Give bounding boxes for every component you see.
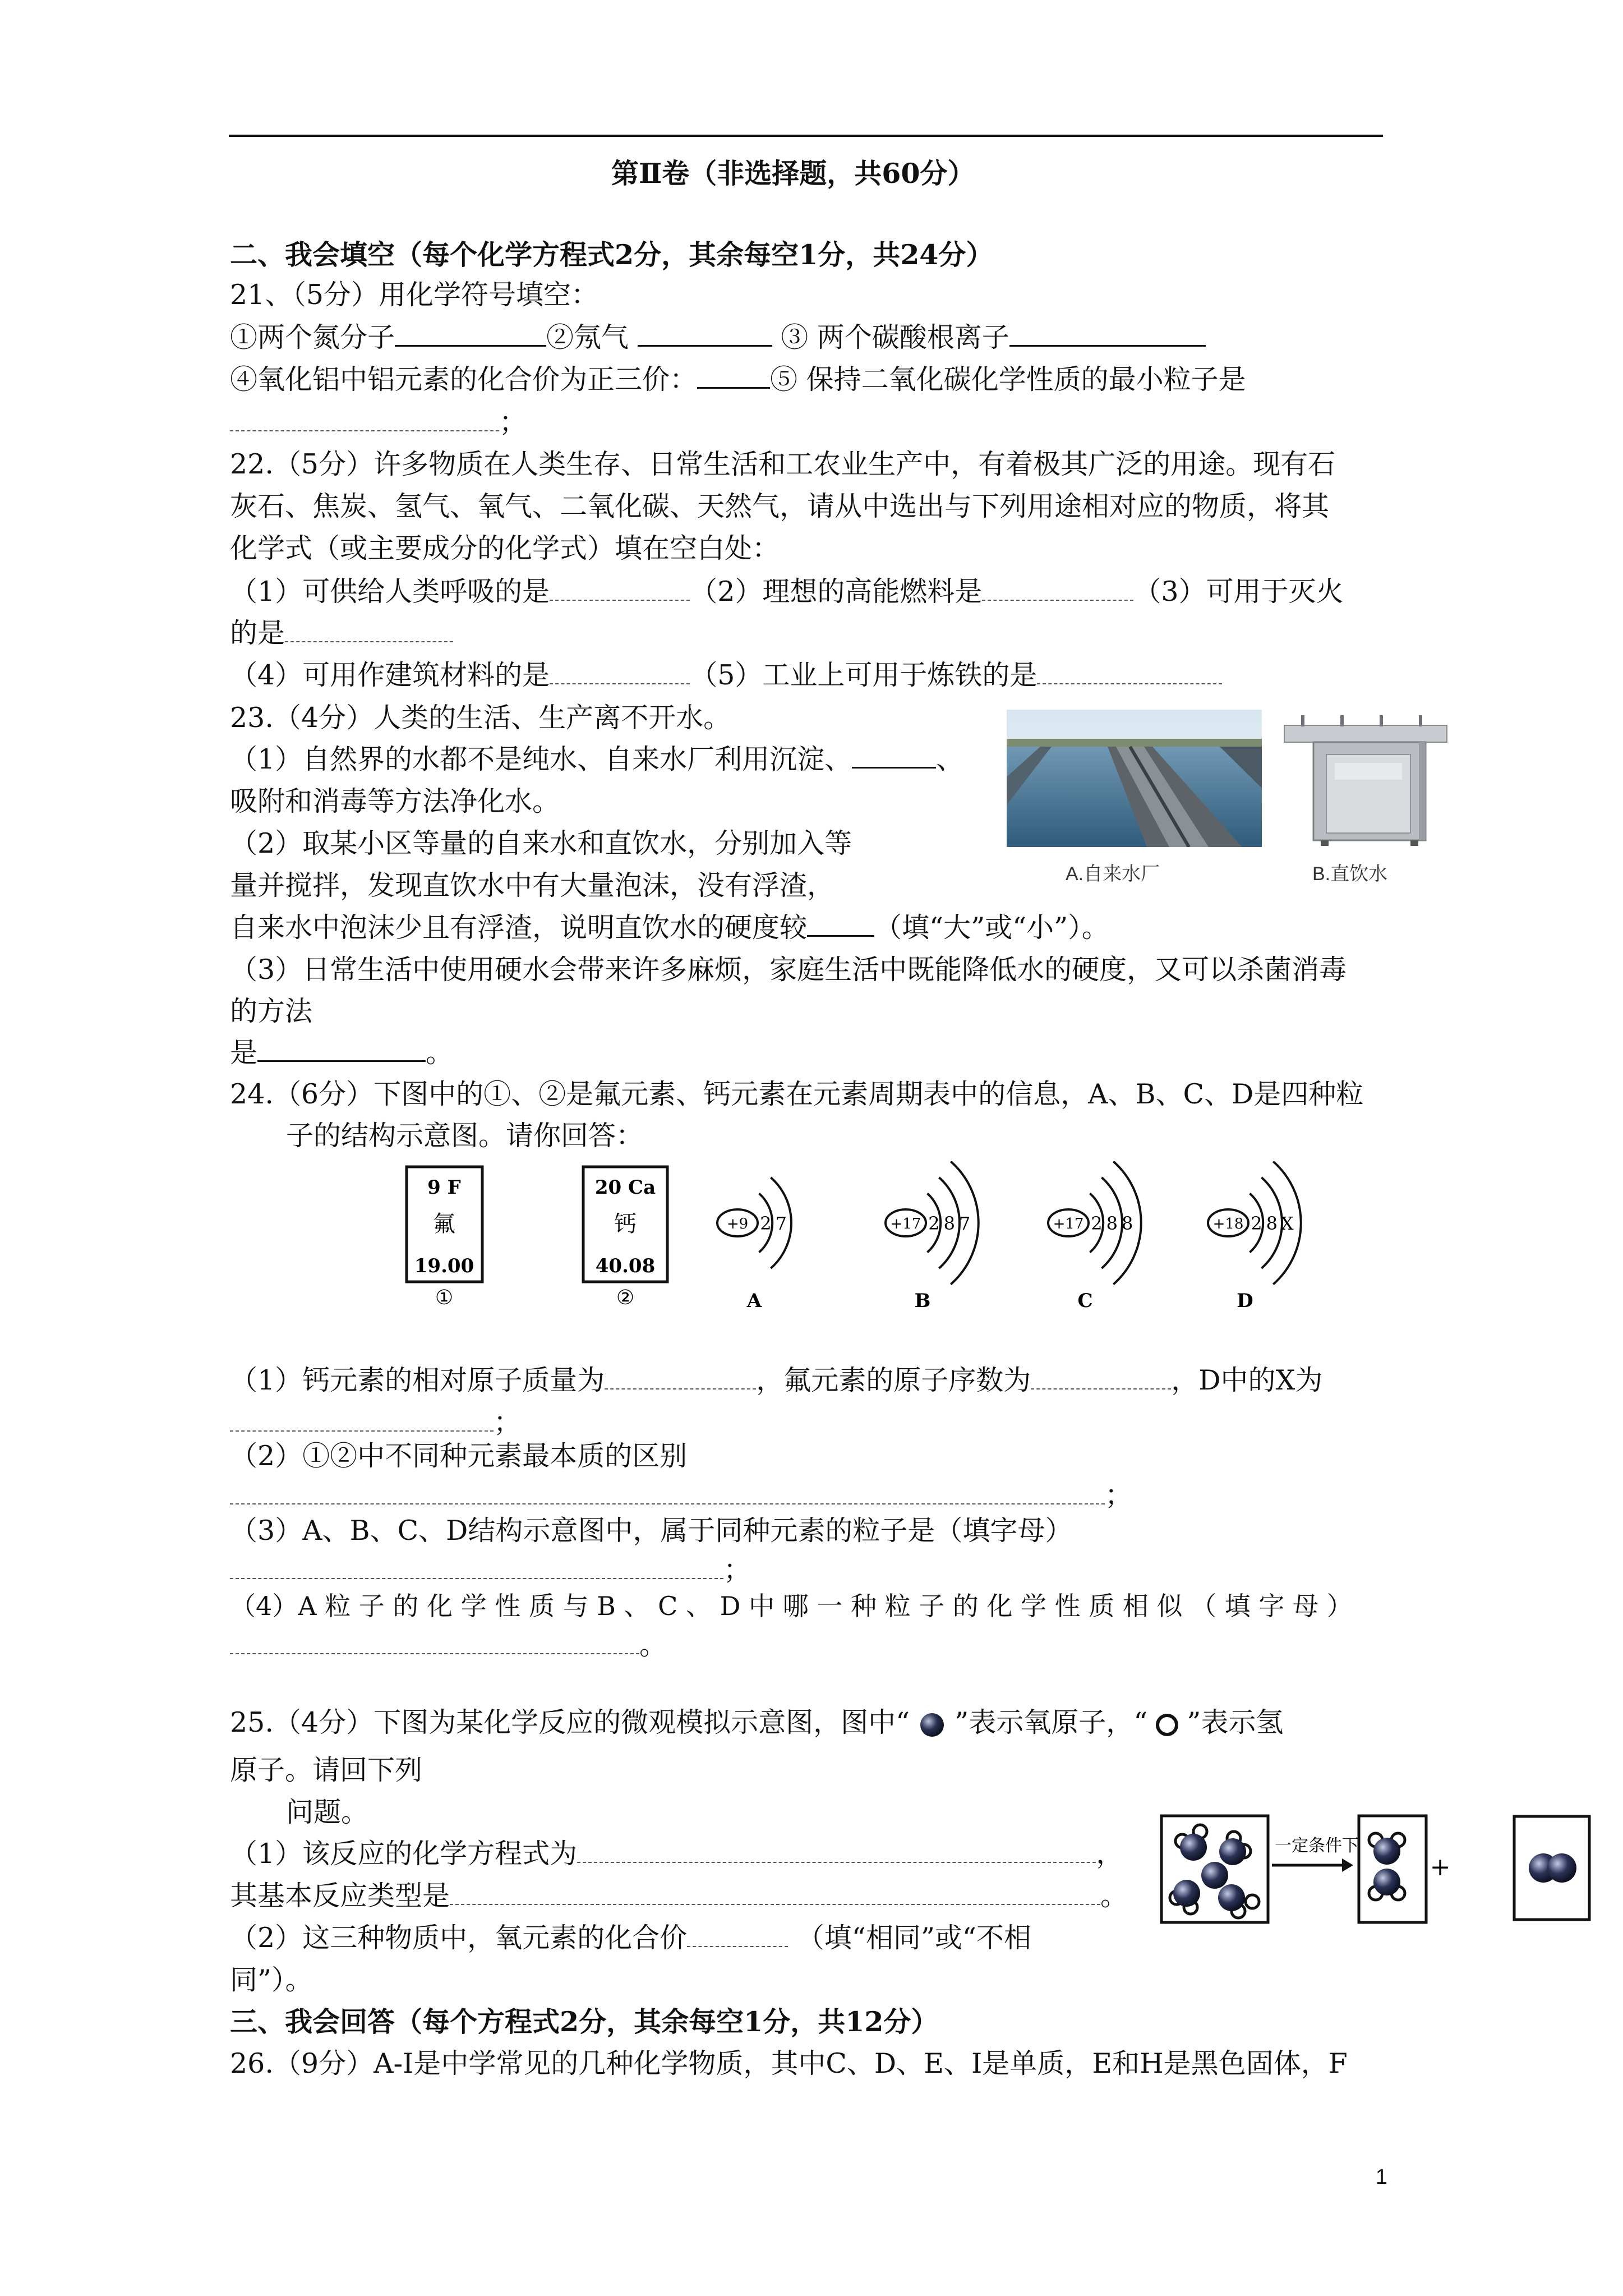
answer-blank[interactable]: [1009, 321, 1206, 347]
answer-blank[interactable]: [550, 660, 690, 684]
element-card-fluorine: [407, 1167, 482, 1309]
electron-count-label: 8: [1121, 1213, 1133, 1234]
q25-p2-line: [230, 1921, 1031, 1955]
q25-p1-cont: [230, 1879, 1128, 1913]
q25-p1d: 。: [1100, 1880, 1128, 1912]
answer-blank[interactable]: [230, 1480, 1105, 1504]
oxygen-atom-icon: [910, 1711, 955, 1739]
answer-blank[interactable]: [257, 1037, 426, 1062]
q21-end: ；: [499, 406, 527, 438]
card-fluorine-label: ①: [435, 1286, 454, 1309]
card-fluorine-number-symbol: 9 F: [427, 1176, 461, 1199]
q23-line2: 吸附和消毒等方法净化水。: [230, 785, 560, 817]
q24-p4-line: （4）A 粒 子 的 化 学 性 质 与 B 、 C 、 D 中 哪 一 种 粒 子 的 化 学 性 质 相 似 （ 填 字 母 ）: [230, 1591, 1353, 1621]
answer-blank[interactable]: [285, 618, 453, 642]
q26-line1: 26.（9分）A-I是中学常见的几种化学物质，其中C、D、E、I是单质，E和H是黑色固体，F: [230, 2047, 1348, 2079]
q21-item3: ③ 两个碳酸根离子: [781, 321, 1009, 353]
page-number: 1: [1375, 2165, 1387, 2189]
atom-label: A: [746, 1290, 762, 1312]
q23-line6: （3）日常生活中使用硬水会带来许多麻烦，家庭生活中既能降低水的硬度，又可以杀菌消毒: [230, 954, 1347, 986]
q22-line3: 化学式（或主要成分的化学式）填在空白处：: [230, 532, 780, 564]
q24-p2end: ；: [1105, 1479, 1133, 1511]
q22-p2: （2）理想的高能燃料是: [690, 576, 983, 608]
electron-count-label: 2: [928, 1213, 940, 1234]
q21-item1: ①两个氮分子: [230, 321, 395, 353]
answer-blank[interactable]: [982, 576, 1133, 601]
q23-p3c: 是: [230, 1037, 258, 1069]
electron-count-label: 7: [775, 1213, 787, 1234]
q23-line1: [230, 742, 963, 777]
q25-p1c: 其基本反应类型是: [230, 1880, 450, 1912]
q23-p3d: 。: [426, 1037, 454, 1069]
q25-line2: 原子。请回下列: [230, 1754, 423, 1786]
card-calcium-number-symbol: 20 Ca: [594, 1176, 656, 1199]
q24-p1c: ，D中的X为: [1171, 1364, 1323, 1396]
answer-blank[interactable]: [1037, 660, 1222, 684]
q25-p2b: （填“相同”或“不相: [796, 1922, 1031, 1954]
part2-title: 二、我会填空（每个化学方程式2分，其余每空1分，共24分）: [230, 238, 994, 271]
answer-blank[interactable]: [1031, 1365, 1171, 1389]
q21-item4: ④氧化铝中铝元素的化合价为正三价：: [230, 364, 698, 395]
reaction-product-oxygen: [1513, 1815, 1591, 1921]
electron-count-label: 8: [1106, 1213, 1118, 1234]
atom-label: C: [1077, 1290, 1093, 1312]
q22-line2: 灰石、焦炭、氢气、氧气、二氧化碳、天然气，请从中选出与下列用途相对应的物质，将其: [230, 490, 1330, 522]
q24-p3end: ；: [723, 1554, 751, 1586]
q23-p2d: （填“大”或“小”）。: [874, 912, 1109, 944]
q24-p4end: 。: [639, 1629, 667, 1661]
q24-figure: [401, 1161, 1394, 1318]
q24-p1b: ，氟元素的原子序数为: [756, 1364, 1031, 1396]
electron-count-label: X: [1280, 1213, 1294, 1234]
q25-line1c: ”表示氢: [1187, 1706, 1284, 1738]
answer-blank[interactable]: [852, 743, 936, 769]
q24-line1: 24.（6分）下图中的①、②是氟元素、钙元素在元素周期表中的信息，A、B、C、D是四种粒: [230, 1078, 1364, 1110]
part3-title: 三、我会回答（每个方程式2分，其余每空1分，共12分）: [230, 2005, 939, 2038]
q23-p1b: 、: [936, 743, 964, 775]
section-title: 第Ⅱ卷（非选择题，共60分）: [611, 157, 975, 190]
q24-p4-cont: [230, 1628, 667, 1663]
q24-p1-cont: [230, 1405, 521, 1440]
answer-blank[interactable]: [605, 1365, 756, 1389]
answer-blank[interactable]: [230, 1630, 639, 1654]
answer-blank[interactable]: [230, 1554, 723, 1579]
q23-line4: 量并搅拌，发现直饮水中有大量泡沫，没有浮渣，: [230, 869, 835, 901]
electron-count-label: 8: [943, 1213, 955, 1234]
q23-line5: [230, 910, 1109, 945]
card-calcium-label: ②: [616, 1286, 635, 1309]
q25-line1b: ”表示氧原子，“: [955, 1706, 1148, 1738]
q24-p3-line: （3）A、B、C、D结构示意图中，属于同种元素的粒子是（填字母）: [230, 1515, 1073, 1547]
q25-p1-line: [230, 1837, 1123, 1871]
q25-p2a: （2）这三种物质中，氧元素的化合价: [230, 1922, 688, 1954]
card-fluorine-mass: 19.00: [414, 1255, 474, 1277]
q25-p1a: （1）该反应的化学方程式为: [230, 1838, 578, 1870]
q22-line5: [230, 616, 453, 651]
q24-p1end: ；: [494, 1406, 522, 1438]
q24-p2-line: （2）①②中不同种元素最本质的区别: [230, 1440, 688, 1472]
q21-line2: [230, 362, 1246, 397]
q22-line4: [230, 574, 1344, 609]
answer-blank[interactable]: [450, 1880, 1100, 1905]
answer-blank[interactable]: [638, 321, 772, 347]
q23-line3: （2）取某小区等量的自来水和直饮水，分别加入等: [230, 827, 852, 859]
q21-item5: ⑤ 保持二氧化碳化学性质的最小粒子是: [770, 364, 1246, 395]
q24-p1a: （1）钙元素的相对原子质量为: [230, 1364, 605, 1396]
drinking-fountain-photo: [1279, 710, 1453, 850]
q24-p1-line: [230, 1363, 1322, 1398]
element-card-calcium: [583, 1167, 667, 1309]
q24-line2: 子的结构示意图。请你回答：: [286, 1120, 644, 1152]
q24-p2-cont: [230, 1478, 1132, 1513]
reaction-figure: [1160, 1809, 1463, 1930]
q21-stem: 21、（5分）用化学符号填空：: [230, 279, 599, 311]
caption-a: A.自来水厂: [1066, 863, 1160, 885]
caption-b: B.直饮水: [1312, 863, 1388, 885]
atom-diagram-d: [1208, 1162, 1301, 1313]
nucleus-charge-label: +18: [1212, 1216, 1244, 1232]
answer-blank[interactable]: [230, 407, 499, 431]
q23-p2c: 自来水中泡沫少且有浮渣，说明直饮水的硬度较: [230, 912, 808, 944]
q23-stem: 23.（4分）人类的生活、生产离不开水。: [230, 702, 731, 734]
reaction-condition-label: 一定条件下: [1275, 1836, 1359, 1856]
q22-line6: [230, 658, 1222, 693]
q22-p5: （5）工业上可用于炼铁的是: [690, 659, 1038, 691]
answer-blank[interactable]: [550, 576, 690, 601]
card-calcium-name: 钙: [614, 1211, 637, 1237]
electron-count-label: 2: [1091, 1213, 1103, 1234]
q25-p2-cont: 同”）。: [230, 1964, 313, 1996]
nucleus-charge-label: +17: [1053, 1216, 1084, 1232]
answer-blank[interactable]: [395, 321, 546, 347]
q23-p1a: （1）自然界的水都不是纯水、自来水厂利用沉淀、: [230, 743, 852, 775]
waterworks-photo: [1007, 710, 1262, 847]
q23-line8: [230, 1036, 453, 1070]
q22-p3b: 的是: [230, 617, 285, 649]
atom-label: B: [914, 1290, 931, 1312]
q25-p1b: ，: [1096, 1838, 1124, 1870]
q21-item2: ②氖气: [546, 321, 629, 353]
answer-blank[interactable]: [697, 364, 770, 389]
electron-count-label: 2: [1251, 1213, 1262, 1234]
atom-diagram-b: [886, 1162, 979, 1313]
q22-p3a: （3）可用于灭火: [1133, 576, 1344, 608]
q24-p3-cont: [230, 1553, 751, 1588]
reaction-plus-sign: +: [1430, 1853, 1451, 1881]
q25-line1a: 25.（4分）下图为某化学反应的微观模拟示意图，图中“: [230, 1706, 910, 1738]
electron-count-label: 8: [1266, 1213, 1278, 1234]
nucleus-charge-label: +17: [890, 1216, 921, 1232]
top-rule: [229, 135, 1383, 137]
answer-blank[interactable]: [577, 1838, 1096, 1863]
q25-line1: [230, 1705, 1283, 1740]
q22-p4: （4）可用作建筑材料的是: [230, 659, 550, 691]
q22-p1: （1）可供给人类呼吸的是: [230, 576, 550, 608]
q25-line3: 问题。: [286, 1796, 369, 1828]
atom-label: D: [1237, 1290, 1253, 1312]
card-calcium-mass: 40.08: [595, 1255, 656, 1277]
card-fluorine-name: 氟: [433, 1211, 455, 1237]
nucleus-charge-label: +9: [726, 1216, 749, 1232]
q21-line3: [230, 405, 527, 440]
hydrogen-atom-icon: [1147, 1711, 1187, 1739]
atom-diagram-a: [717, 1177, 791, 1312]
q21-line1: [230, 320, 1206, 355]
atom-diagram-c: [1048, 1162, 1141, 1313]
answer-blank[interactable]: [807, 912, 874, 937]
answer-blank[interactable]: [230, 1407, 494, 1432]
q23-line7: 的方法: [230, 995, 313, 1027]
answer-blank[interactable]: [687, 1922, 788, 1947]
electron-count-label: 7: [958, 1213, 971, 1234]
electron-count-label: 2: [760, 1213, 772, 1234]
q22-line1: 22.（5分）许多物质在人类生存、日常生活和工农业生产中，有着极其广泛的用途。现有石: [230, 448, 1336, 480]
